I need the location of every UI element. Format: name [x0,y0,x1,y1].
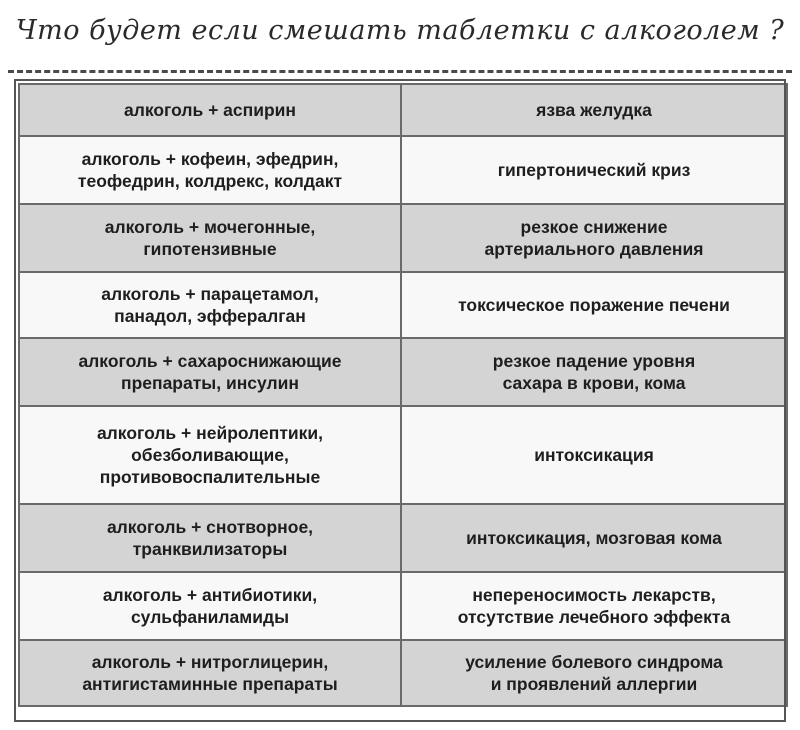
effect-cell [401,84,787,136]
effect-cell [401,504,787,572]
combination-text-line: алкоголь + нитроглицерин, [91,652,329,672]
effect-text-line: резкое падение уровня [492,351,696,371]
effect-text-line: сахара в крови, кома [502,373,686,393]
effect-text-line: артериального давления [484,239,704,259]
table-row [19,572,787,640]
effect-text-line: и проявлений аллергии [490,674,698,694]
table-row [19,204,787,272]
effect-cell [401,136,787,204]
combination-text-line: алкоголь + аспирин [123,100,296,120]
combination-text-line: панадол, эффералган [114,306,306,326]
effect-cell [401,640,787,706]
combination-text-line: обезболивающие, [131,445,289,465]
effect-text-line: язва желудка [536,100,652,120]
table-row [19,272,787,338]
effect-text-line: усиление болевого синдрома [465,652,723,672]
combination-cell [19,572,401,640]
combination-cell [19,272,401,338]
combination-text-line: транквилизаторы [132,539,288,559]
effect-cell [401,338,787,406]
combination-text-line: сульфаниламиды [130,607,290,627]
effect-cell [401,406,787,504]
combination-text-line: теофедрин, колдрекс, колдакт [77,171,343,191]
combination-text-line: противовоспалительные [99,467,321,487]
combination-text-line: алкоголь + парацетамол, [101,284,319,304]
effect-text-line: интоксикация [534,445,654,465]
effect-text-line: токсическое поражение печени [458,295,730,315]
combination-cell [19,136,401,204]
table-row [19,504,787,572]
effect-cell [401,572,787,640]
effect-text-line: непереносимость лекарств, [472,585,716,605]
table-row [19,406,787,504]
combination-cell [19,84,401,136]
table-row [19,338,787,406]
effect-cell [401,272,787,338]
effect-text-line: отсутствие лечебного эффекта [457,607,731,627]
combination-text-line: антигистаминные препараты [82,674,338,694]
effect-text-line: гипертонический криз [497,160,691,180]
combination-text-line: алкоголь + снотворное, [106,517,314,537]
combination-cell [19,204,401,272]
effect-text-line: резкое снижение [520,217,668,237]
combination-text-line: препараты, инсулин [121,373,299,393]
combination-text-line: алкоголь + сахароснижающие [78,351,342,371]
combination-cell [19,640,401,706]
combination-text-line: алкоголь + кофеин, эфедрин, [81,149,339,169]
page-title: Что будет если смешать таблетки с алкоголем ? [15,15,785,46]
table-row [19,136,787,204]
combination-text-line: гипотензивные [143,239,277,259]
combination-text-line: алкоголь + нейролептики, [96,423,324,443]
combination-text-line: алкоголь + мочегонные, [104,217,316,237]
interaction-table [18,83,788,707]
dashed-divider [8,70,792,73]
combination-cell [19,406,401,504]
combination-cell [19,504,401,572]
combination-cell [19,338,401,406]
table-row [19,84,787,136]
table-row [19,640,787,706]
effect-text-line: интоксикация, мозговая кома [466,528,722,548]
combination-text-line: алкоголь + антибиотики, [102,585,318,605]
effect-cell [401,204,787,272]
